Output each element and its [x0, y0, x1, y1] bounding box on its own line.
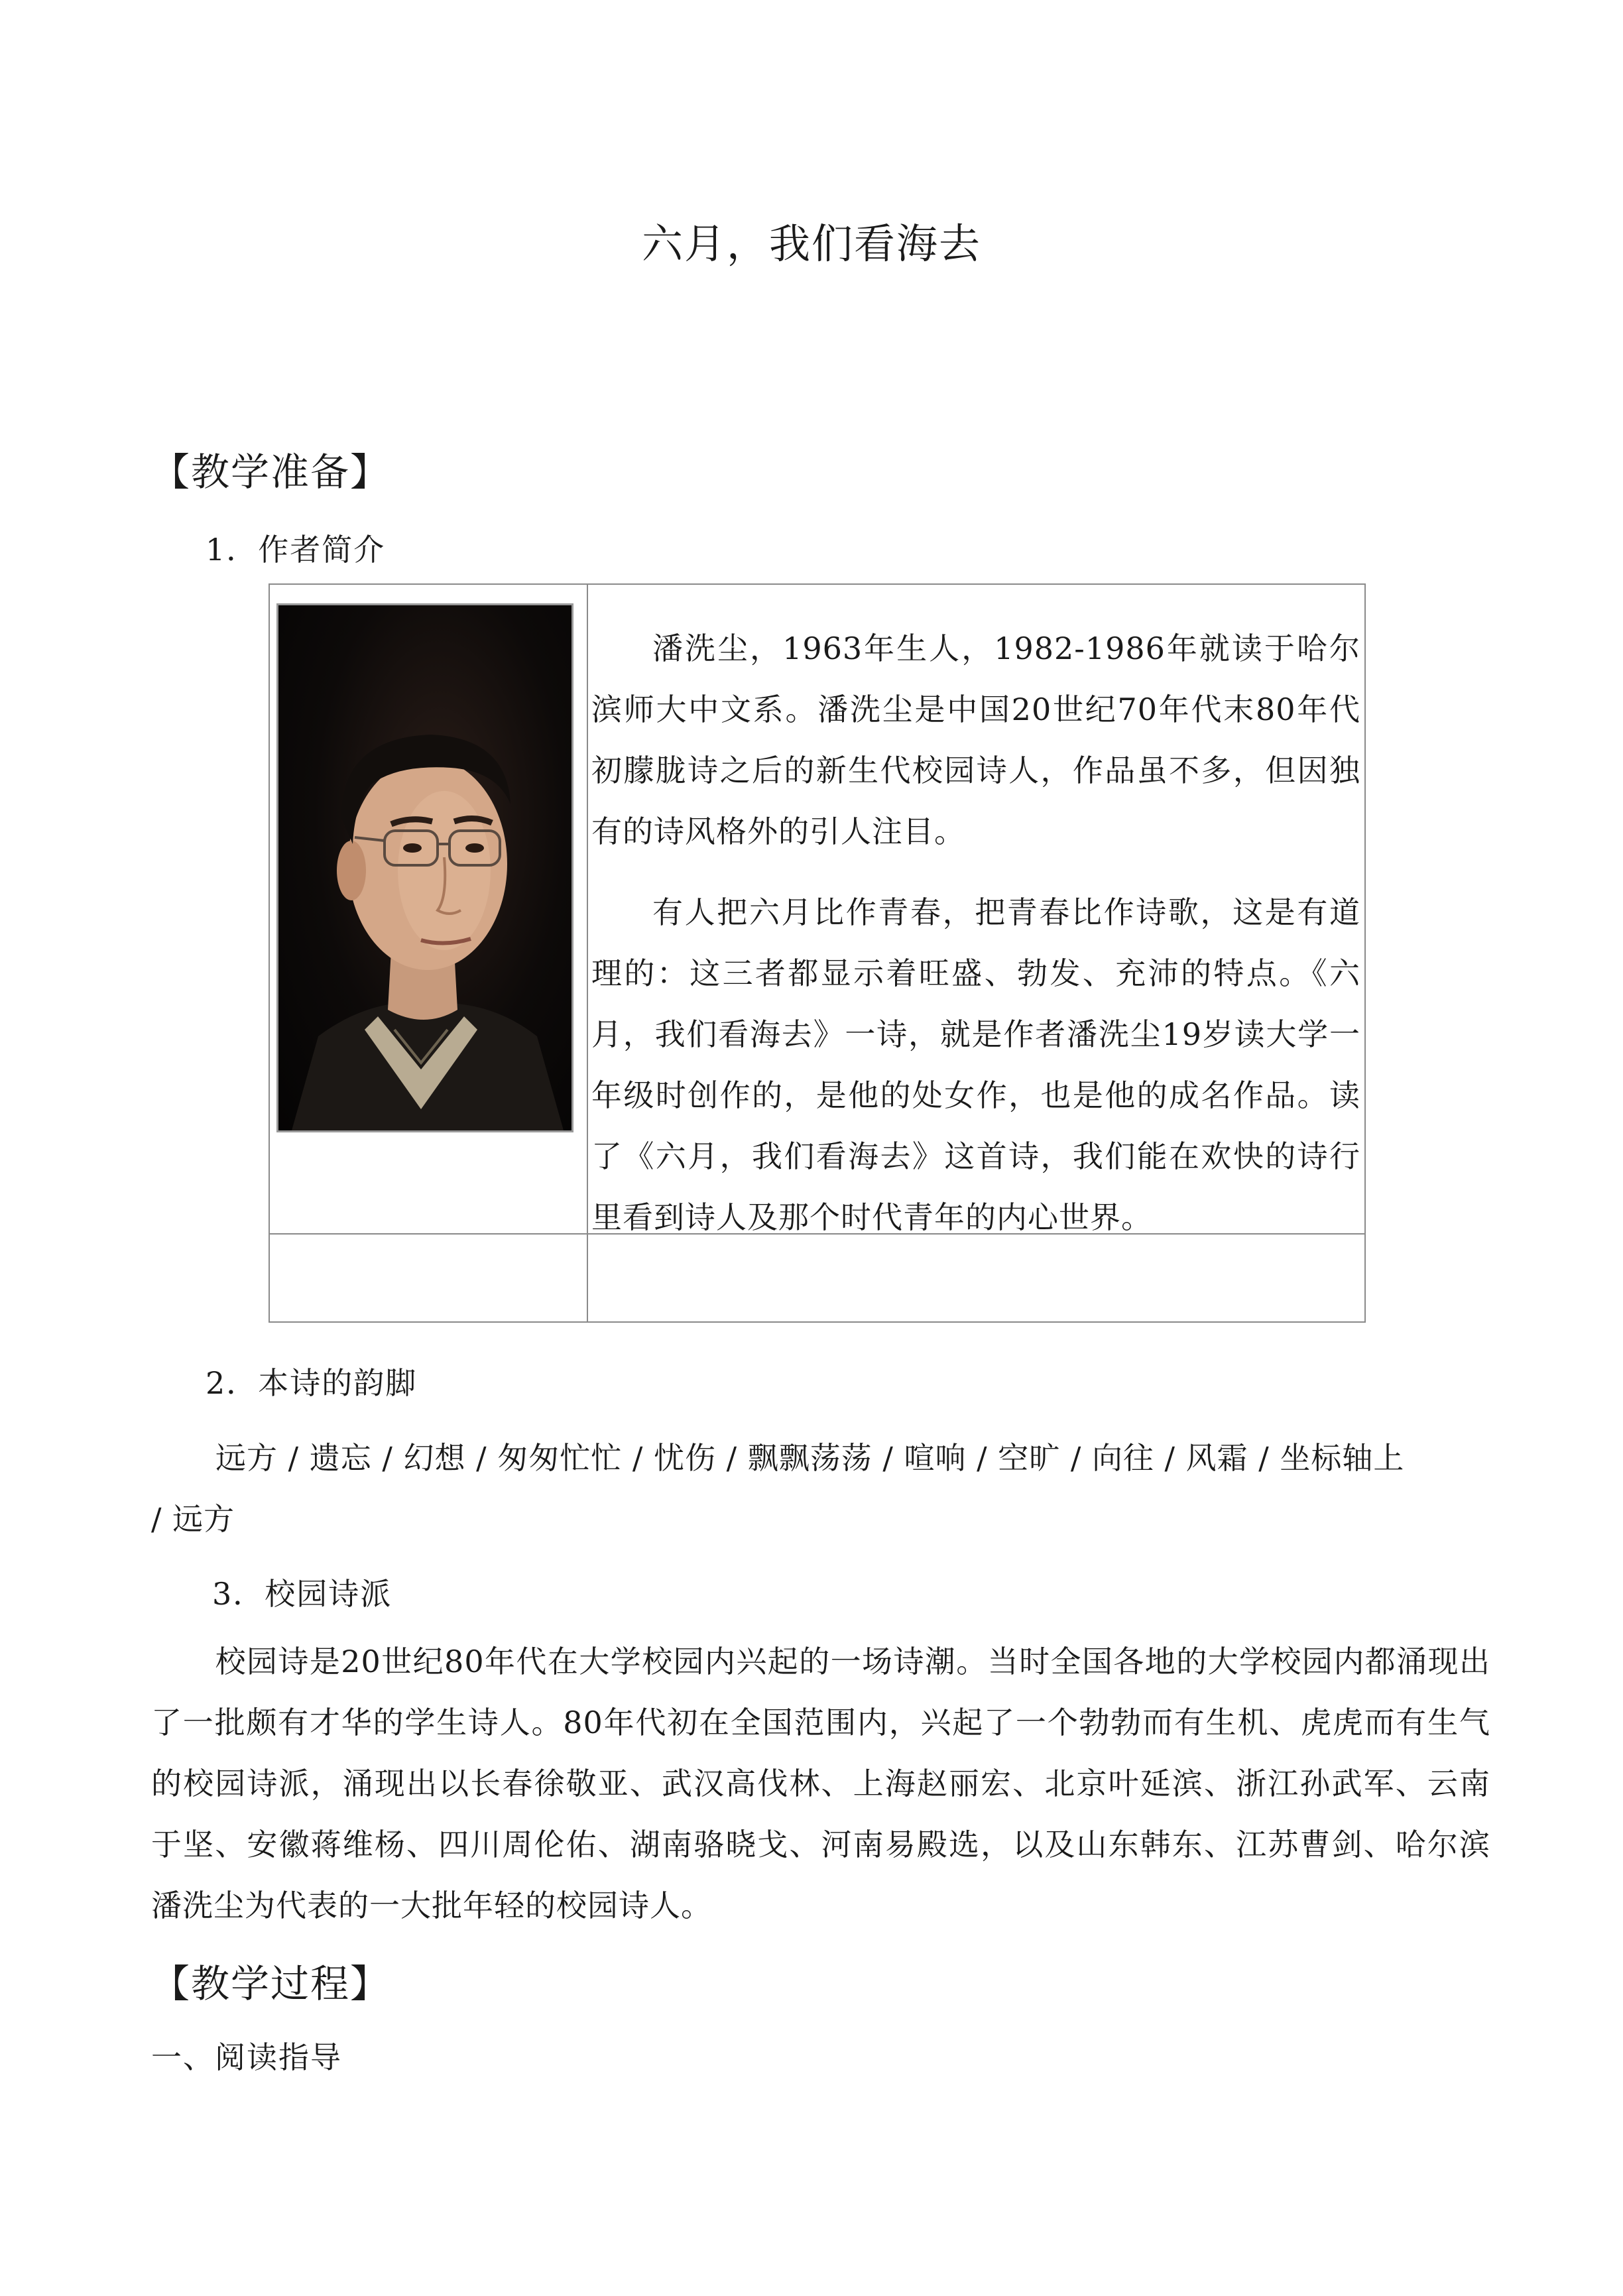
- campus-poetry-heading: 3．校园诗派: [212, 1576, 392, 1612]
- rhyme-heading: 2．本诗的韵脚: [206, 1365, 418, 1401]
- section-heading-process: 【教学过程】: [151, 1961, 391, 2006]
- rhyme-line: / 远方: [151, 1501, 235, 1537]
- author-bio-text: [591, 618, 1360, 1248]
- table-divider-vertical: [587, 585, 588, 1321]
- author-portrait: [276, 603, 573, 1132]
- reading-guide-heading: 一、阅读指导: [151, 2039, 342, 2075]
- rhyme-line: 远方 / 遗忘 / 幻想 / 匆匆忙忙 / 忧伤 / 飘飘荡荡 / 喧响 / 空旷 / 向往 / 风霜 / 坐标轴上: [215, 1440, 1405, 1476]
- bio-paragraph: 潘洗尘，1963年生人，1982-1986年就读于哈尔滨师大中文系。潘洗尘是中国20世纪70年代末80年代初朦胧诗之后的新生代校园诗人，作品虽不多，但因独有的诗风格外的引人注目。: [591, 631, 1360, 849]
- page-title: 六月，我们看海去: [641, 219, 981, 268]
- portrait-illustration: [278, 605, 571, 1130]
- section-heading-preparation: 【教学准备】: [151, 450, 391, 495]
- author-intro-heading: 1．作者简介: [206, 532, 386, 568]
- bio-paragraph: 有人把六月比作青春，把青春比作诗歌，这是有道理的：这三者都显示着旺盛、勃发、充沛的特点。《六月，我们看海去》一诗，就是作者潘洗尘19岁读大学一年级时创作的，是他的处女作，也是他的成名作品。读了《六月，我们看海去》这首诗，我们能在欢快的诗行里看到诗人及那个时代青年的内心世界。: [591, 894, 1360, 1235]
- author-bio-table: [269, 583, 1366, 1323]
- campus-poetry-paragraph: 校园诗是20世纪80年代在大学校园内兴起的一场诗潮。当时全国各地的大学校园内都涌现出了一批颇有才华的学生诗人。80年代初在全国范围内，兴起了一个勃勃而有生机、虎虎而有生气的校园诗派，涌现出以长春徐敬亚、武汉高伐林、上海赵丽宏、北京叶延滨、浙江孙武军、云南于坚、安徽蒋维杨、四川周伦佑、湖南骆晓戈、河南易殿选，以及山东韩东、江苏曹剑、哈尔滨潘洗尘为代表的一大批年轻的校园诗人。: [151, 1644, 1490, 1923]
